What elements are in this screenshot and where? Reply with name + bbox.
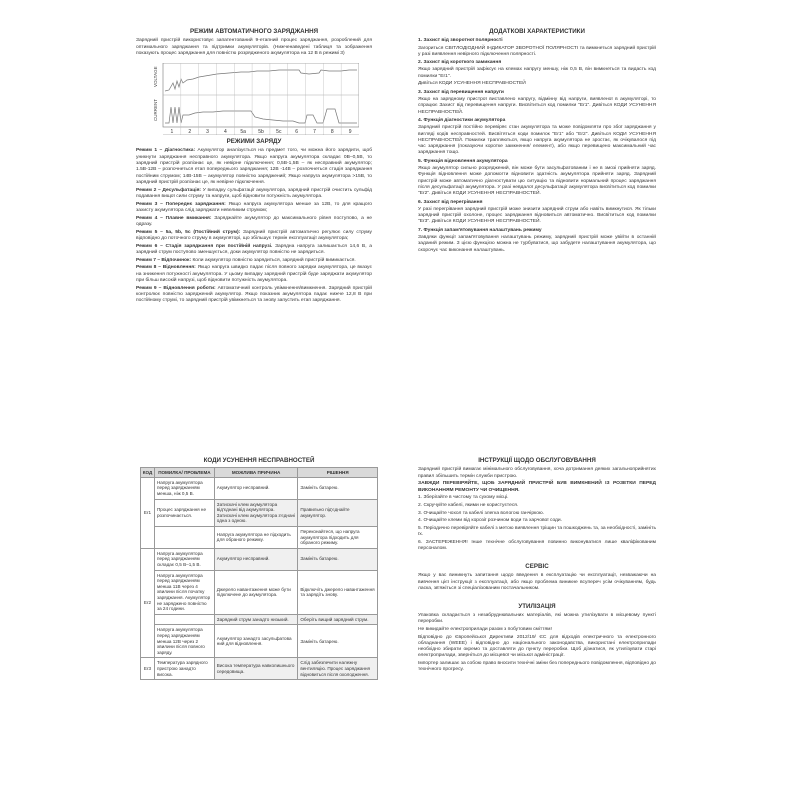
table-row [141,499,378,526]
stage-label-6: 6 [295,129,299,136]
mode-text: Коли акумулятор повністю зарядиться, зарядний пристрій вимикається. [191,257,356,263]
solution-cell: Переконайтеся, що напруга акумулятора підходить для обраного режиму. [298,527,378,549]
mode-name: Режим 8 – Відновлення: [136,265,196,271]
mode-item [136,244,372,257]
mode-item [136,258,372,264]
solution-cell: Відключіть джерело навантаження та зарядіть знову. [298,570,378,614]
table-row [141,548,378,570]
feature-text: Дивіться КОДИ УСУНЕННЯ НЕСПРАВНОСТЕЙ [418,81,526,87]
table-row [141,658,378,680]
auto-charging-title: РЕЖИМ АВТОМАТИЧНОГО ЗАРЯДЖАННЯ [189,28,319,35]
problem-cell: Напруга акумулятора перед заряджанням менша 11В через 4 хвилини після початку заряджання. Акумулятор не заряджено повністю за 24 години. [154,570,214,614]
modes-list [136,148,372,304]
stage-label-5b: 5b [258,129,264,136]
maintenance-item: 5. Періодично перевіряйте кабелі з метою виявлення тріщин та пошкоджень та, за необхідності, замініть їх. [418,526,656,538]
charging-graph [149,63,359,135]
solution-cell: Правильно під'єднайте акумулятор. [298,499,378,526]
feature-heading: 3. Захист від перевищення напруги [418,89,504,95]
cause-cell: Акумулятор несправний. [214,477,298,499]
mode-text: Заряджайте акумулятор до максимального рівня поступово, а не одразу. [136,215,372,227]
mode-item [136,188,372,201]
error-codes-body [141,477,378,679]
service-title: СЕРВІС [525,562,549,570]
stage-label-1: 1 [170,129,174,136]
maintenance-warning: ЗАВЖДИ ПЕРЕВІРЯЙТЕ, ЩОБ ЗАРЯДНИЙ ПРИСТРІЙ БУВ ВИМКНЕНИЙ ІЗ РОЗЕТКИ ПЕРЕД ВИКОНАННЯМ РЕМОНТУ ЧИ ОЧИЩЕННЯ. [418,481,656,493]
header-problem: ПОМИЛКА/ ПРОБЛЕМА [154,468,214,478]
charging-graph-svg [149,63,359,135]
feature-text: Завдяки функції запам'ятовування налаштувань режиму, зарядний пристрій може увійти в останній заданий режим. З цією функцією можна не турбуватися, що забудете налаштування акумулятора, що скорочує час виконання налаштувань. [418,235,656,253]
mode-name: Режим 2 – Десульфатація: [136,187,202,193]
error-codes-title: КОДИ УСУНЕННЯ НЕСПРАВНОСТЕЙ [203,457,315,464]
mode-name: Режим 9 – Відновлення роботи: [136,285,216,291]
solution-cell: Оберіть вищий зарядний струм. [298,614,378,625]
mode-text: Акумулятор аналізується на предмет того, чи можна його зарядити, щоб уникнути заряджання несправного акумулятора. Якщо напруга акумулятора складає 0В–0,5В, то зарядний пристрій розпізнає це, як невірне підключення; 0,5В-1,5В – як несправний акумулятор; 1.5В-12В – розпочнеться етап попереднього заряджання; 12В -14В – розпочнеться стадія заряджання постійним струмом; 14В-15В – акумулятор повністю заряджений; Якщо напруга акумулятора >15В, то зарядний пристрій розпізнає це, як невірне підключення. [136,148,372,185]
mode-text: Якщо напруга швидко падає після повного зарядки акумулятора, це вказує на зниження потужності акумулятора. У цьому випадку зарядний пристрій буде заряджати акумулятор при більш високій напрузі, щоб відновити потужність акумулятора. [136,265,372,283]
stage-label-3: 3 [206,129,209,136]
table-row [141,625,378,658]
feature-text: Загориться СВІТЛОДІОДНИЙ ІНДИКАТОР ЗВОРОТНОЇ ПОЛЯРНОСТІ та вимкнеться зарядний пристрій у разі виявлення невірного підключення полярності. [418,45,656,57]
solution-cell: Замініть батарею. [298,477,378,499]
maintenance-title: ІНСТРУКЦІЇ ЩОДО ОБСЛУГОВУВАННЯ [478,457,596,464]
mode-text: Зарядний пристрій автоматично регулює силу струму відповідно до поточного струму в акумуляторі, що збільшує термін експлуатації акумулятора; [136,229,373,241]
problem-cell: Напруга акумулятора перед заряджанням складає 0,5 В–1,5 В. [154,548,214,570]
mode-item [136,286,372,305]
table-row [141,570,378,614]
solution-cell: Слід забезпечити належну вентиляцію. Процес заряджання відновиться після охолодження. [298,658,378,680]
stage-label-4: 4 [223,129,227,136]
service-text: Якщо у вас виникнуть запитання щодо введення в експлуатацію чи експлуатації, незважаючи на вивчення цієї інструкції з експлуатації, або якщо проблема виникне всупереч усім очікуванням, будь ласка, зв'яжіться зі спеціалізованим постачальником. [418,573,656,591]
maintenance-item: 6. ЗАСТЕРЕЖЕННЯ! Інше технічне обслуговування повинно виконуватися лише кваліфікованим персоналом. [418,540,656,552]
mode-text: У випадку сульфатації акумулятора, зарядний пристрій очистить сульфід подавання вищої сили струму та напруги, щоб відновити потужність акумулятора. [136,187,372,199]
additional-features-title: ДОДАТКОВІ ХАРАКТЕРИСТИКИ [489,28,585,35]
problem-cell [154,527,214,549]
maintenance-item: 4. Очищайте клеми від корозії розчином води та харчової соди. [418,518,563,524]
disposal-packaging: Упаковка складається з незабруднювальних матеріалів, які можна утилізувати в місцевому пункті переробки. [418,612,656,625]
mode-item [136,216,372,229]
cause-cell: Акумулятор занадто засульфатова ний для відновлення. [214,625,298,658]
problem-cell: Температура зарядного пристрою занадто висока. [154,658,214,680]
table-row [141,527,378,549]
error-code: Er1 [141,477,155,548]
table-row [141,477,378,499]
cause-cell: Джерело навантаження може бути підключене до акумулятора. [214,570,298,614]
header-solution: РІШЕННЯ [298,468,378,478]
error-code: Er3 [141,658,155,680]
header-cause: МОЖЛИВА ПРИЧИНА [214,468,298,478]
cause-cell: Напруга акумулятора не підходить для обраного режиму. [214,527,298,549]
maintenance-item: 3. Очищайте чохол та кабелі злегка вологою ганчіркою. [418,510,544,516]
auto-charging-section [136,29,372,306]
mode-name: Режим 4 – Плавне вмикання: [136,215,212,221]
feature-heading: 6. Захист від перегрівання [418,199,483,205]
table-header-row [141,468,378,478]
features-list [418,38,656,254]
error-code: Er2 [141,548,155,658]
cause-cell: Затискачі клем акумулятора від'єднані від акумулятора. Затискачі клем акумулятора з'єднані одна з одною. [214,499,298,526]
error-codes-section [140,458,378,680]
feature-heading: 2. Захист від короткого замикання [418,60,502,66]
disposal-title: УТИЛІЗАЦІЯ [518,602,556,610]
feature-heading: 7. Функція запам'ятовування налаштувань режиму [418,227,542,233]
voltage-axis-label: VOLTAGE [153,66,158,88]
stage-label-9: 9 [348,129,352,136]
stage-label-7: 7 [313,129,316,136]
stage-label-5c: 5c [276,129,282,136]
disposal-warning: Не викидайте електроприлади разом з побутовим сміттям! [418,626,552,632]
solution-cell: Замініть батарею. [298,548,378,570]
feature-heading: 5. Функція відновлення акумулятора [418,158,508,164]
mode-name: Режим 7 – Відпочинок: [136,257,192,263]
mode-text: Зарядна напруга залишається 14,6 В, а зарядний струм поступово зменшується, доки акумулятор повністю не зарядиться. [136,243,372,255]
mode-text: Автоматичний контроль увімкнення/вимкнення. Зарядний пристрій контролює повністю заряджений акумулятор. Якщо показник акумулятора падає нижче 12,8 В при постійному струмі, то зарядний пристрій увімкнеться та знову запустить етап заряджання. [136,285,372,304]
feature-heading: 1. Захист від зворотної полярності [418,38,503,44]
auto-charging-intro: Зарядний пристрій використовує запатентований 9-етапний процес заряджання, розроблений для оптимального заряджання та підтримки акумуляторів. (Нижченаведені таблиця та зображення показують процес заряджання для повністю розрядженого акумулятора на 12 В в режимі 3) [136,38,372,56]
mode-name: Режим 5 – 5a, 5b, 5c (Постійний струм): [136,229,241,235]
maintenance-list [418,495,656,552]
maintenance-item: 2. Скручуйте кабелі, якими не користуєтеся. [418,502,519,508]
feature-text: У разі перегрівання зарядний пристрій може знизити зарядний струм або навіть вимкнутися. Як тільки зарядний пристрій охолоне, процес заряджання відновиться автоматично. Висвітиться код помилки "Er3". Дивіться КОДИ УСУНЕННЯ НЕСПРАВНОСТЕЙ. [418,206,656,225]
additional-features-section [418,29,656,255]
mode-item [136,148,372,186]
disposal-importer-note: Імпортер залишає за собою право вносити технічні зміни без попереднього повідомлення, відповідно до технічного прогресу. [418,661,656,673]
maintenance-section [418,458,656,675]
stage-label-2: 2 [188,129,192,136]
cause-cell: Висока температура навколишнього середовища. [214,658,298,680]
modes-title: РЕЖИМИ ЗАРЯДУ [226,138,282,146]
stage-label-5a: 5a [240,129,246,136]
cause-cell: Зарядний струм занадто низький. [214,614,298,625]
table-row [141,614,378,625]
feature-text: Якщо зарядний пристрій зафіксує на клемах напругу меншу, ніж 0,5 В, він вимкнеться та видасть код помилки "Er1". [418,67,656,79]
feature-text: Якщо на зарядному пристрої виставлено напругу, відмінну від напруги, виявленої в акумуляторі, то спрацює Захист від перевищення напруги. Висвітиться код помилки "Er1". Дивіться КОДИ УСУНЕННЯ НЕСПРАВНОСТЕЙ. [418,97,656,115]
header-code: КОД [141,468,155,478]
mode-item [136,265,372,284]
stage-label-8: 8 [330,129,334,136]
feature-text: Якщо акумулятор сильно розряджений, він може бути засульфатованим і не в змозі прийняти заряд. Функція відновлення може допомогти відновити здатність акумулятора прийняти заряд. Зарядний пристрій може автоматично діагностувати цю ситуацію та відновити нормальний процес заряджання після десульфатації акумулятора. У разі невдалої десульфатації акумулятора висвітиться код помилки "Er2". Дивіться КОДИ УСУНЕННЯ НЕСПРАВНОСТЕЙ. [418,166,656,197]
feature-text: Зарядний пристрій постійно перевіряє стан акумулятора та може повідомляти про збої заряджання у вигляді кодів несправностей. Висвітяться коди помилок "Er1" або "Er2". Дивіться КОДИ УСУНЕННЯ НЕСПРАВНОСТЕЙ. Помилки трапляються, якщо напруга акумулятора не зростає, як очікувалося під час заряджання (показуючи коротке замкнення/ елемент), або якщо перевищено максимальний час заряджання тощо. [418,125,656,156]
solution-cell: Замініть батарею. [298,625,378,658]
cause-cell: Акумулятор несправний. [214,548,298,570]
mode-item [136,230,372,243]
mode-item [136,202,372,215]
mode-name: Режим 1 – Діагностика: [136,148,196,154]
disposal-weee: Відповідно до Європейської Директиви 2012/19/ ЄС для відходів електричного та електронного обладнання (WEEE) і відповідно до національного законодавства, використані електроприлади необхідно збирати окремо та доставляти до пункту переробки. Щоб дізнатися, як утилізувати старі електроприлади, зверніться до місцевої чи міської адміністрації. [418,634,656,659]
problem-cell: Процес заряджання не розпочинається. [154,499,214,526]
mode-name: Режим 6 – Стадія заряджання при постійній напрузі. [136,243,273,249]
maintenance-intro: Зарядний пристрій вимагає мінімального обслуговування, хоча дотримання деяких загальноприйнятих правил збільшить термін служби пристрою. [418,467,656,479]
maintenance-item: 1. Зберігайте в чистому та сухому місці. [418,495,509,501]
stage-labels [171,129,352,135]
problem-cell: Напруга акумулятора перед заряджанням менша 12В через 2 хвилини після повного заряду. [154,625,214,658]
problem-cell: Напруга акумулятора перед заряджанням менша, ніж 0,5 В. [154,477,214,499]
current-axis-label: CURRENT [153,99,158,122]
feature-heading: 4. Функція діагностики акумулятора [418,117,506,123]
problem-cell [154,614,214,625]
mode-text: Якщо напруга акумулятора менше за 12В, то для кращого захисту акумулятора слід заряджати невеликим струмом; [136,201,372,213]
mode-name: Режим 3 – Попереднє заряджання: [136,201,226,207]
error-codes-table [140,467,378,680]
